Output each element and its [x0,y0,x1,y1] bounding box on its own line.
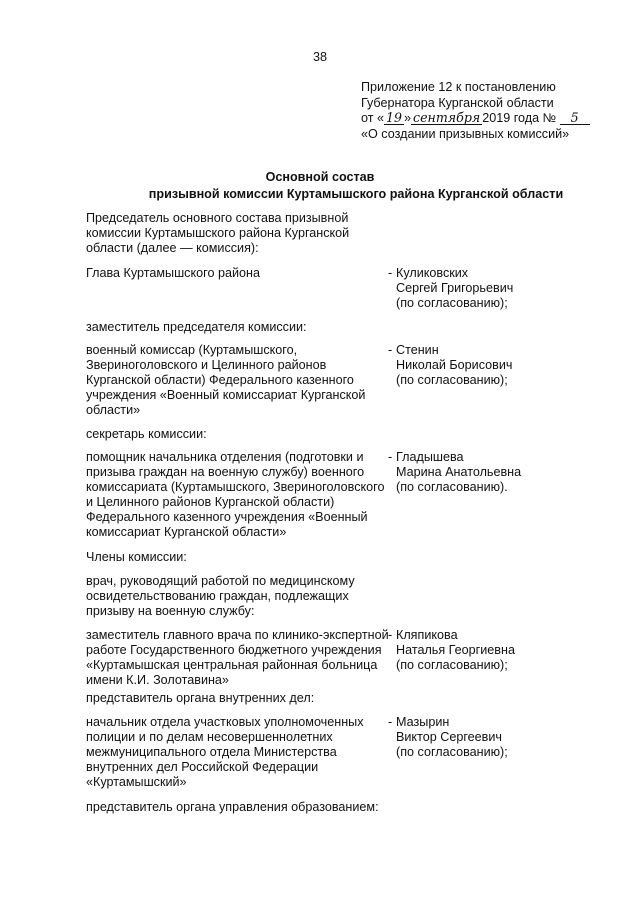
appendix-line-4: «О создании призывных комиссий» [361,126,570,141]
title-line-1: Основной состав [265,170,375,184]
entry-member [388,343,546,388]
member-surname: Гладышева [396,450,464,464]
entry-member [388,450,546,495]
appendix-date-line [361,111,631,127]
entry-member [388,628,546,673]
member-surname: Кляпикова [396,628,458,642]
dash: - [388,715,393,729]
handwritten-day: 19 [386,110,403,125]
member-given-names: Марина Анатольевна [396,465,522,479]
member-note: (по согласованию); [396,745,508,759]
dash: - [388,450,393,464]
member-note: (по согласованию). [396,480,508,494]
appendix-block [361,80,631,142]
appendix-date-mid: » [404,111,412,125]
member-given-names: Виктор Сергеевич [396,730,502,744]
appendix-date-prefix: от « [361,111,384,125]
appendix-line-2: Губернатора Курганской области [361,95,554,110]
member-given-names: Наталья Георгиевна [396,643,515,657]
handwritten-month: сентября [413,110,481,125]
appendix-line-1: Приложение 12 к постановлению [361,80,556,94]
appendix-date-suffix: 2019 года № [482,111,557,125]
entry-text: врач, руководящий работой по медицинскому освидетельствованию граждан, подлежащих призыву на военную службу: [86,574,355,618]
member-note: (по согласованию); [396,296,508,310]
member-surname: Стенин [396,343,439,357]
member-note: (по согласованию); [396,373,508,387]
entry-position: Глава Куртамышского района [86,266,260,280]
dash: - [388,266,393,280]
entry-position: начальник отдела участковых уполномоченных полиции и по делам несовершеннолетних межмуниципального отдела Министерства внутренних дел Российской Федерации «Куртамышский» [86,715,364,789]
entry-text: Председатель основного состава призывной комиссии Куртамышского района Курганской области (далее — комиссия): [86,211,350,255]
member-surname: Мазырин [396,715,450,729]
entry-member [388,266,546,311]
page-number: 38 [312,50,327,64]
entry-text: секретарь комиссии: [86,427,207,441]
entry-position: помощник начальника отделения (подготовки и призыва граждан на военную службу) военного комиссариата (Куртамышского, Звериноголовского и Целинного районов Курганской области) Федерального казенного учреждения «Военный комиссариат Курганской области» [86,450,385,539]
handwritten-number: 5 [560,111,590,125]
entry-member [388,715,546,760]
entry-text: заместитель председателя комиссии: [86,320,307,334]
dash: - [388,628,393,642]
member-given-names: Сергей Григорьевич [396,281,514,295]
member-given-names: Николай Борисович [396,358,513,372]
dash: - [388,343,393,357]
entry-position: военный комиссар (Куртамышского, Звериноголовского и Целинного районов Курганской области) Федерального казенного учреждения «Военный комиссариат Курганской области» [86,343,366,417]
entry-text: Члены комиссии: [86,550,187,564]
member-note: (по согласованию); [396,658,508,672]
entry-text: представитель органа управления образованием: [86,800,379,814]
entry-position: заместитель главного врача по клинико-экспертной работе Государственного бюджетного учреждения «Куртамышская центральная районная больница имени К.И. Золотавина» [86,628,389,687]
entry-text: представитель органа внутренних дел: [86,691,315,705]
title-line-2: призывной комиссии Куртамышского района Курганской области [148,187,564,201]
member-surname: Куликовских [396,266,469,280]
